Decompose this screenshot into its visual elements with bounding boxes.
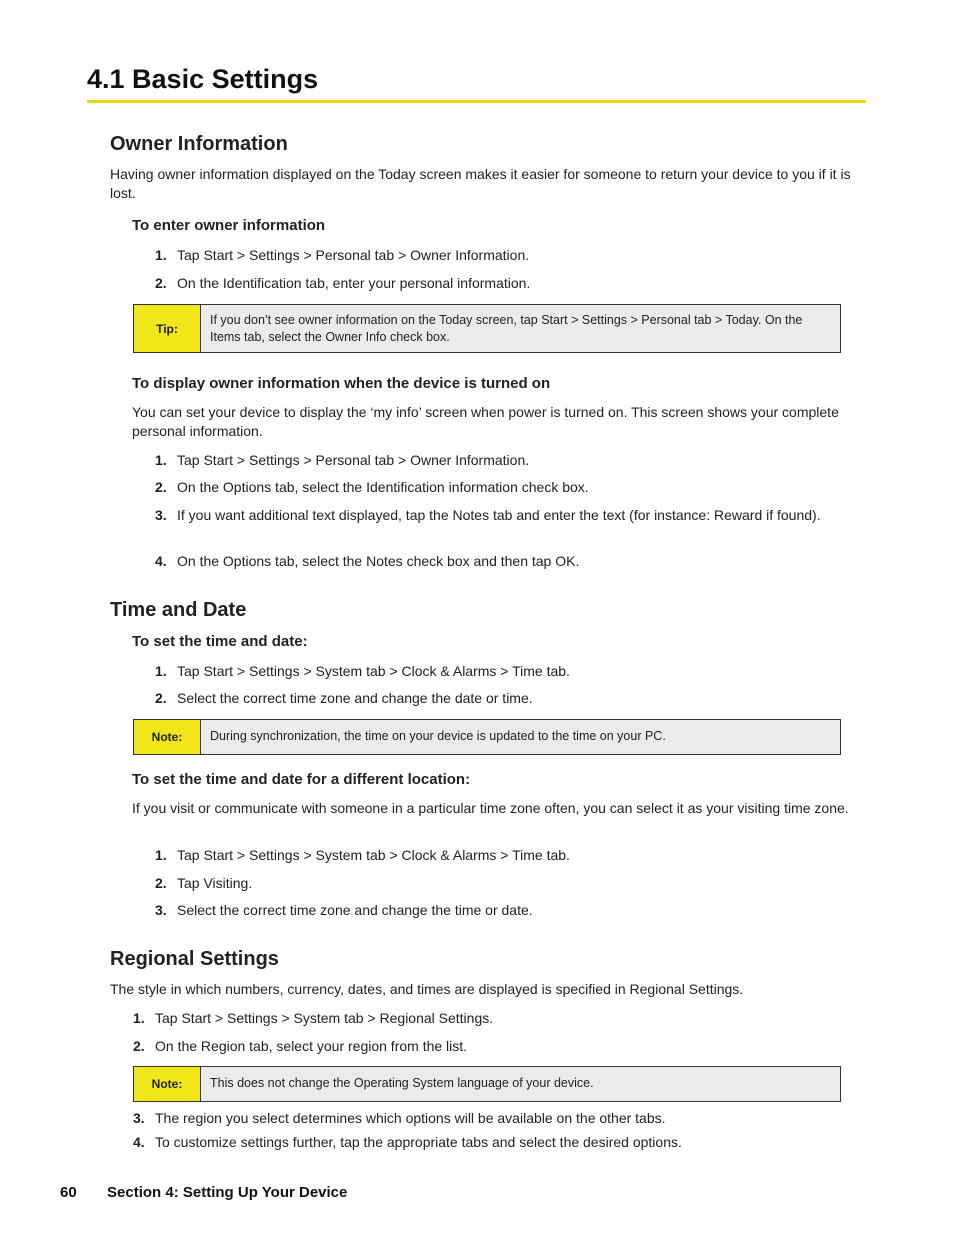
list-number: 1. [155,247,167,263]
list-text: If you want additional text displayed, tap the Notes tab and enter the text (for instance: Reward if found). [177,507,821,523]
list-item [155,478,845,496]
footer-section-title: Section 4: Setting Up Your Device [107,1184,348,1201]
list-item [155,451,845,469]
note-box [133,1066,841,1102]
list-number: 1. [133,1010,145,1026]
section-heading-regional: Regional Settings [110,948,279,970]
list-text: Select the correct time zone and change the date or time. [177,690,533,706]
list-number: 1. [155,663,167,679]
list-item [155,901,845,919]
list-text: The region you select determines which options will be available on the other tabs. [155,1110,666,1126]
regional-intro: The style in which numbers, currency, dates, and times are displayed is specified in Regional Settings. [110,981,744,997]
subheading-set-time: To set the time and date: [132,633,308,650]
note-text: During synchronization, the time on your device is updated to the time on your PC. [210,729,666,743]
note-label: Note: [134,720,201,754]
display-intro: You can set your device to display the ‘my info’ screen when power is turned on. This screen shows your complete personal information. [132,404,839,439]
list-number: 4. [155,553,167,569]
note-box [133,719,841,755]
tip-label: Tip: [134,305,201,352]
list-text: Tap Visiting. [177,875,253,891]
list-item [155,552,845,570]
list-number: 3. [133,1110,145,1126]
list-number: 2. [155,875,167,891]
list-text: On the Identification tab, enter your personal information. [177,275,531,291]
list-number: 4. [133,1134,145,1150]
note-label: Note: [134,1067,201,1101]
list-text: Tap Start > Settings > Personal tab > Owner Information. [177,247,530,263]
list-text: Tap Start > Settings > System tab > Clock & Alarms > Time tab. [177,663,570,679]
list-text: Tap Start > Settings > System tab > Clock & Alarms > Time tab. [177,847,570,863]
list-item [155,874,845,892]
list-item [155,246,845,264]
list-item [155,274,845,292]
subheading-different-location: To set the time and date for a different location: [132,771,471,788]
subheading-display-owner: To display owner information when the device is turned on [132,375,551,392]
list-item [133,1009,843,1027]
tip-box [133,304,841,353]
list-number: 2. [155,690,167,706]
tip-text: If you don’t see owner information on the Today screen, tap Start > Settings > Personal tab > Today. On the Items tab, select the Owner Info check box. [210,313,803,344]
list-text: To customize settings further, tap the appropriate tabs and select the desired options. [155,1134,682,1150]
list-item [133,1133,843,1151]
different-location-intro: If you visit or communicate with someone in a particular time zone often, you can select it as your visiting time zone. [132,800,849,816]
list-text: On the Options tab, select the Identification information check box. [177,479,589,495]
list-text: On the Options tab, select the Notes check box and then tap OK. [177,553,580,569]
owner-intro: Having owner information displayed on the Today screen makes it easier for someone to return your device to you if it is lost. [110,166,851,201]
list-text: Tap Start > Settings > System tab > Regional Settings. [155,1010,494,1026]
title-underline [87,100,866,103]
list-item [155,662,845,680]
list-text: Tap Start > Settings > Personal tab > Owner Information. [177,452,530,468]
page-title: 4.1 Basic Settings [87,64,319,94]
list-text: Select the correct time zone and change the time or date. [177,902,533,918]
list-number: 3. [155,507,167,523]
section-heading-time: Time and Date [110,599,247,621]
list-number: 2. [133,1038,145,1054]
page-footer [60,1184,347,1201]
list-number: 1. [155,847,167,863]
list-text: On the Region tab, select your region from the list. [155,1038,468,1054]
list-number: 1. [155,452,167,468]
list-item [155,689,845,707]
list-number: 2. [155,275,167,291]
list-number: 3. [155,902,167,918]
list-number: 2. [155,479,167,495]
note-text: This does not change the Operating System language of your device. [210,1076,594,1090]
list-item [155,846,845,864]
section-heading-owner: Owner Information [110,133,288,155]
subheading-enter-owner: To enter owner information [132,217,326,234]
list-item [133,1109,843,1127]
page-number: 60 [60,1184,77,1201]
list-item [155,506,845,542]
list-item [133,1037,843,1055]
